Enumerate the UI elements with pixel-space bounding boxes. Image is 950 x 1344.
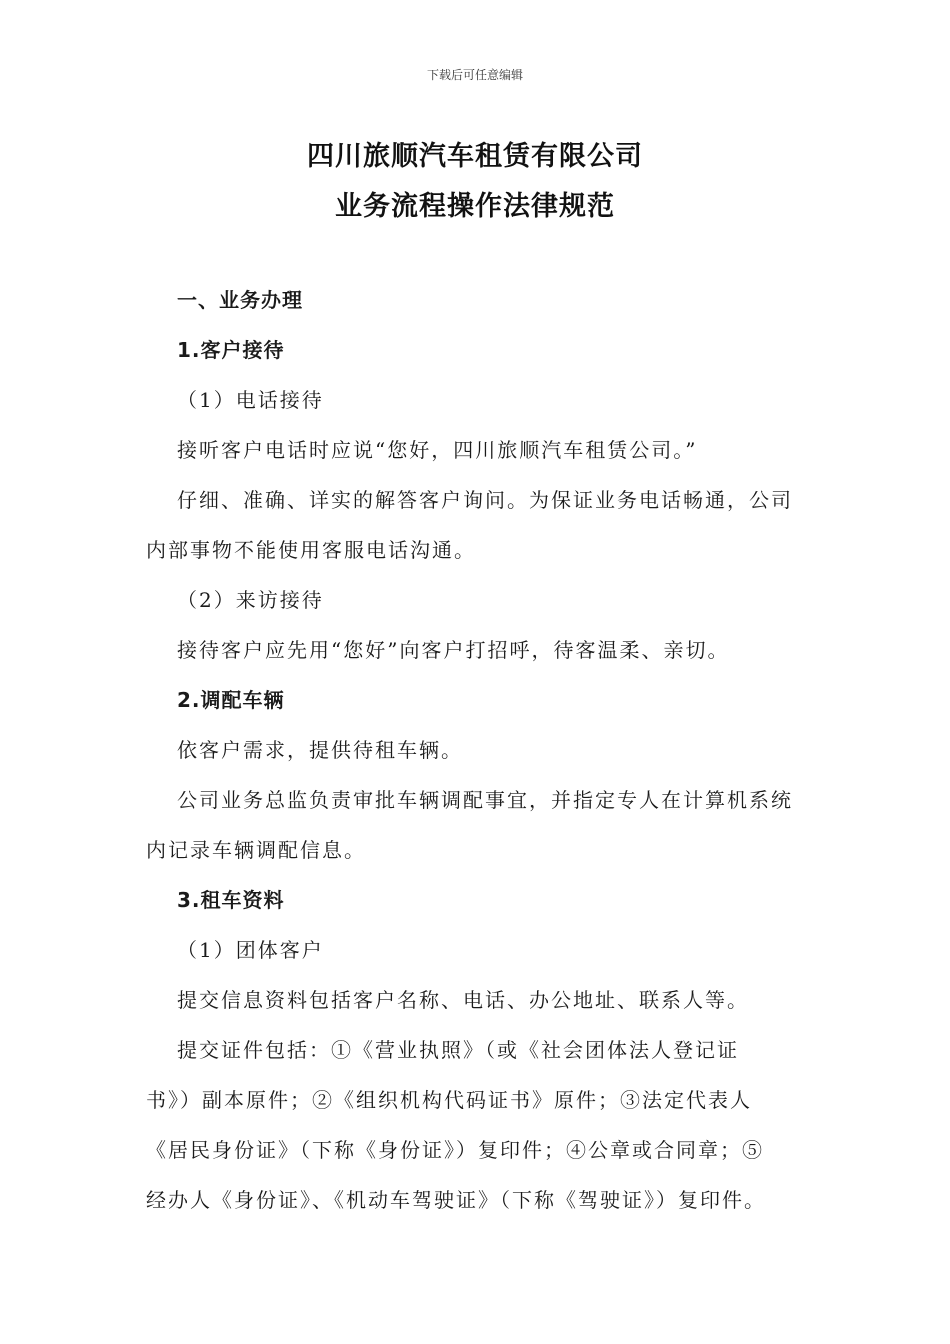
document-title-line-1: 四川旅顺汽车租赁有限公司: [307, 141, 643, 172]
paragraph-line: 公司业务总监负责审批车辆调配事宜，并指定专人在计算机系统: [177, 788, 793, 812]
subsection-heading: 1.客户接待: [177, 338, 285, 362]
paragraph-line: 依客户需求，提供待租车辆。: [177, 738, 463, 762]
paragraph-line: 内记录车辆调配信息。: [146, 838, 366, 862]
header-note: 下载后可任意编辑: [426, 68, 523, 82]
paragraph-line: 仔细、准确、详实的解答客户询问。为保证业务电话畅通，公司: [177, 488, 793, 512]
paragraph-line: 提交信息资料包括客户名称、电话、办公地址、联系人等。: [177, 988, 749, 1012]
item-heading: （1）电话接待: [177, 388, 324, 412]
paragraph-line: 经办人《身份证》、《机动车驾驶证》（下称《驾驶证》）复印件。: [146, 1188, 766, 1212]
paragraph-line: 接听客户电话时应说“您好，四川旅顺汽车租赁公司。”: [177, 438, 698, 462]
section-heading: 一、业务办理: [177, 288, 303, 312]
paragraph-line: 书》）副本原件；②《组织机构代码证书》原件；③法定代表人: [146, 1088, 752, 1112]
item-heading: （2）来访接待: [177, 588, 324, 612]
paragraph-line: 内部事物不能使用客服电话沟通。: [146, 538, 476, 562]
document-body: [146, 284, 806, 1234]
paragraph-line: 接待客户应先用“您好”向客户打招呼，待客温柔、亲切。: [177, 638, 730, 662]
item-heading: （1）团体客户: [177, 938, 324, 962]
subsection-heading: 2.调配车辆: [177, 688, 285, 712]
document-title-line-2: 业务流程操作法律规范: [335, 191, 615, 222]
paragraph-line: 提交证件包括：①《营业执照》（或《社会团体法人登记证: [177, 1038, 739, 1062]
paragraph-line: 《居民身份证》（下称《身份证》）复印件；④公章或合同章；⑤: [146, 1138, 764, 1162]
subsection-heading: 3.租车资料: [177, 888, 285, 912]
